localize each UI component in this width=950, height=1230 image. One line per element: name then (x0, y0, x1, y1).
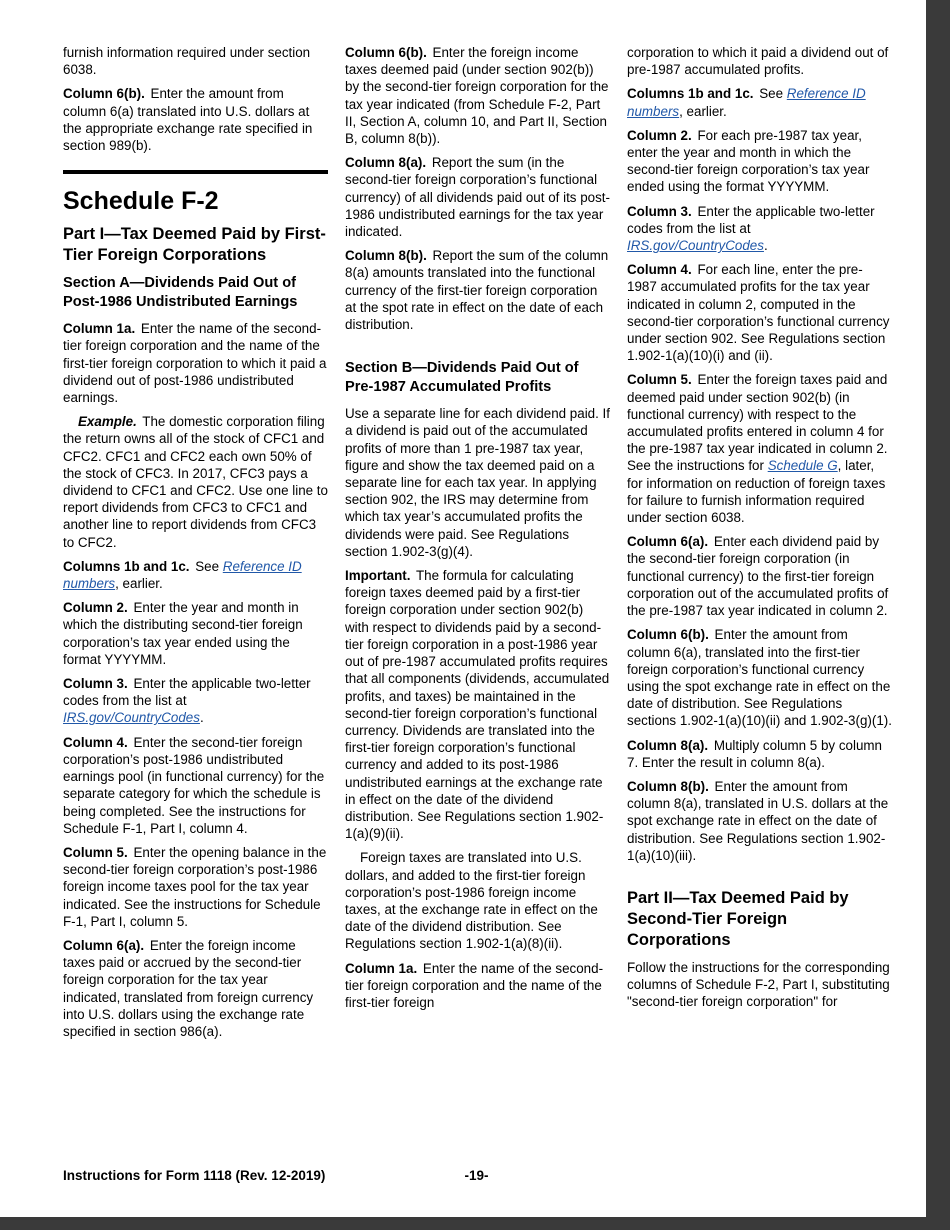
schedule-f2-heading: Schedule F-2 (63, 187, 219, 216)
page-footer (63, 1168, 890, 1183)
paragraph (627, 626, 892, 729)
text-segment: Enter the year and month in which the distributing second-tier foreign corporation’s tax year ended using the format YYYYMM. (63, 600, 303, 667)
paragraph (627, 737, 892, 771)
text-segment: , earlier. (115, 576, 163, 592)
text-segment: Column 4. (627, 262, 692, 278)
part-2-heading: Part II—Tax Deemed Paid by Second-Tier Foreign Corporations (627, 888, 849, 949)
footer-document-title: Instructions for Form 1118 (Rev. 12-2019) (63, 1168, 331, 1183)
text-segment: Enter the name of the second-tier foreign corporation and the name of the first-tier foreign (345, 960, 604, 1010)
paragraph (63, 558, 328, 592)
text-segment: Use a separate line for each dividend paid. If a dividend is paid out of the accumulated profits of more than 1 pre-1987 tax year, figure and show the tax deemed paid on a separate line for each tax year. In applying section 902, the IRS may determine from which tax year’s accumulated profits the dividends were paid. See Regulations section 1.902-3(g)(4). (345, 406, 611, 559)
text-segment: . (199, 710, 204, 726)
text-segment: furnish information required under section 6038. (63, 45, 311, 78)
text-segment: Enter the second-tier foreign corporation’s post-1986 undistributed earnings pool (in functional currency) for the separate category for which the schedule is being completed. See the instructions for Schedule F-1, Part I, column 4. (63, 734, 325, 836)
paragraph (345, 154, 610, 240)
part-1-heading: Part I—Tax Deemed Paid by First-Tier Foreign Corporations (63, 225, 326, 265)
paragraph (63, 413, 328, 551)
inline-link[interactable]: Reference ID numbers (627, 86, 866, 119)
paragraph (627, 85, 892, 119)
text-segment: Enter the amount from column 8(a), translated in U.S. dollars at the spot exchange rate in effect on the date of distribution. See Regulations section 1.902-1(a)(10)(iii). (627, 778, 889, 863)
text-segment: Example. (78, 414, 137, 430)
paragraph (345, 567, 610, 842)
paragraph (627, 778, 892, 864)
text-segment: , later, for information on reduction of foreign taxes for failure to furnish information required under section 6038. (627, 458, 886, 526)
paragraph (627, 371, 892, 526)
paragraph (345, 960, 610, 1012)
paragraph (63, 675, 328, 727)
column-3 (627, 44, 892, 1047)
paragraph (627, 44, 892, 78)
paragraph (627, 261, 892, 364)
text-segment: Column 6(b). (627, 627, 709, 643)
text-segment: Column 8(b). (627, 778, 709, 794)
text-segment: Enter the foreign income taxes deemed paid (under section 902(b)) by the second-tier foreign corporation for the tax year indicated (from Schedule F-2, Part II, Section A, column 10, and Part II, Section B, column 8(b)). (345, 45, 609, 147)
text-segment: Important. (345, 568, 411, 584)
section-a-heading: Section A—Dividends Paid Out of Post-1986 Undistributed Earnings (63, 275, 298, 311)
inline-link[interactable]: IRS.gov/CountryCodes (627, 238, 764, 254)
paragraph (627, 959, 892, 1011)
text-segment: Columns 1b and 1c. (63, 558, 190, 574)
text-segment: Column 5. (627, 372, 692, 388)
column-2 (345, 44, 610, 1047)
text-segment: corporation to which it paid a dividend out of pre-1987 accumulated profits. (627, 45, 889, 78)
paragraph (345, 405, 610, 560)
text-segment: Multiply column 5 by column 7. Enter the result in column 8(a). (627, 737, 883, 770)
text-segment: Foreign taxes are translated into U.S. dollars, and added to the first-tier foreign corporation’s post-1986 foreign income taxes, at the exchange rate in effect on the date of the dividend distribution. See Regulations section 1.902-1(a)(8)(ii). (345, 850, 598, 952)
text-segment: For each pre-1987 tax year, enter the year and month in which the second-tier foreign corporation’s tax year ended using the format YYYYMM. (627, 127, 870, 195)
paragraph (345, 247, 610, 333)
text-segment: See (191, 558, 223, 574)
text-segment: Column 8(a). (627, 737, 709, 753)
paragraph (345, 44, 610, 147)
section-b-heading: Section B—Dividends Paid Out of Pre-1987 Accumulated Profits (345, 360, 579, 396)
paragraph (345, 849, 610, 952)
text-segment: Column 5. (63, 844, 128, 860)
paragraph (627, 127, 892, 196)
text-segment: Column 8(a). (345, 155, 427, 171)
page-content (63, 44, 892, 1047)
text-segment: Enter the amount from column 6(a) translated into U.S. dollars at the appropriate exchange rate specified in section 989(b). (63, 86, 313, 154)
text-segment: Column 6(a). (627, 534, 709, 550)
text-segment: Column 8(b). (345, 248, 427, 264)
text-segment: Follow the instructions for the corresponding columns of Schedule F-2, Part I, substituting "second-tier foreign corporation" for (627, 959, 890, 1010)
text-segment: . (763, 238, 768, 254)
text-segment: Report the sum (in the second-tier foreign corporation’s functional currency) of all dividends paid out of its post-1986 undistributed earnings for the tax year indicated. (345, 155, 610, 240)
paragraph (63, 320, 328, 406)
text-segment: Enter the foreign income taxes paid or accrued by the second-tier foreign corporation for the tax year indicated, translated from foreign currency into U.S. dollars using the exchange rate specified in section 986(a). (63, 937, 314, 1039)
inline-link[interactable]: Reference ID numbers (63, 558, 302, 592)
paragraph (627, 533, 892, 619)
inline-link[interactable]: Schedule G (767, 458, 838, 474)
text-segment: Enter the foreign taxes paid and deemed paid under section 902(b) (in functional currency) with respect to the accumulated profits entered in column 4 for the pre-1987 tax year indicated in column 2. See the instructions for (627, 372, 888, 474)
text-segment: , earlier. (679, 103, 727, 119)
text-segment: Columns 1b and 1c. (627, 86, 754, 102)
paragraph (63, 44, 328, 78)
text-segment: Column 3. (63, 676, 128, 692)
text-segment: Enter each dividend paid by the second-tier foreign corporation (in functional currency) to the first-tier foreign corporation out of the accumulated profits of the pre-1987 tax year indicated in column 2. (627, 534, 889, 619)
column-1 (63, 44, 328, 1047)
paragraph (63, 734, 328, 837)
text-segment: For each line, enter the pre-1987 accumulated profits for the tax year indicated in column 2, computed in the second-tier corporation’s functional currency under section 902. See Regulations section 1.902-1(a)(10)(i) and (ii). (627, 262, 890, 364)
text-segment: Enter the applicable two-letter codes from the list at (627, 203, 875, 236)
text-segment: Column 6(b). (63, 86, 145, 102)
text-segment: Enter the amount from column 6(a), translated into the first-tier foreign corporation’s functional currency using the spot exchange rate in effect on the date of distribution. See Regulations sections 1.902-1(a)(10)(ii) and 1.902-3(g)(1). (627, 627, 892, 729)
text-segment: Enter the applicable two-letter codes from the list at (63, 676, 311, 709)
text-segment: The domestic corporation filing the return owns all of the stock of CFC1 and CFC2. CFC1 and CFC2 each own 50% of the stock of CFC3. In 2017, CFC3 pays a dividend to CFC1 and CFC2. Use one line to report dividends from CFC3 to CFC1 and another line to report dividends from CFC3 to CFC2. (63, 414, 328, 550)
text-segment: See (755, 86, 787, 102)
text-segment: Enter the opening balance in the second-tier foreign corporation’s post-1986 foreign income taxes pool for the tax year indicated. See the instructions for Schedule F-1, Part I, column 5. (63, 844, 327, 929)
text-segment: Column 1a. (63, 321, 136, 337)
text-segment: Column 1a. (345, 960, 418, 976)
paragraph (627, 203, 892, 255)
paragraph (63, 599, 328, 668)
text-segment: Column 2. (63, 600, 128, 616)
paragraph (63, 844, 328, 930)
text-segment: The formula for calculating foreign taxes deemed paid by a first-tier foreign corporation under section 902(b) with respect to dividends paid by a second-tier foreign corporation in a post-1986 year out of pre-1987 accumulated profits requires that all components (dividends, accumulated profits, and taxes) be maintained in the second-tier foreign corporation’s functional currency. Dividends are translated into the first-tier foreign corporation’s functional currency and added to its post-1986 undistributed earnings at the exchange rate in effect on the date of the dividend distribution. See Regulations section 1.902-1(a)(9)(ii). (345, 568, 610, 842)
text-segment: Column 2. (627, 127, 692, 143)
text-segment: Report the sum of the column 8(a) amounts translated into the functional currency of the first-tier foreign corporation at the spot rate in effect on the date of each distribution. (345, 248, 609, 333)
paragraph (63, 85, 328, 154)
footer-page-number: -19- (464, 1168, 489, 1183)
text-segment: Column 6(b). (345, 45, 427, 60)
schedule-divider-rule (63, 170, 328, 174)
text-segment: Column 3. (627, 203, 692, 219)
inline-link[interactable]: IRS.gov/CountryCodes (63, 710, 200, 726)
text-segment: Column 6(a). (63, 937, 145, 953)
text-segment: Enter the name of the second-tier foreign corporation and the name of the first-tier foreign corporation to which it paid a dividend out of post-1986 undistributed earnings. (63, 321, 327, 406)
paragraph (63, 937, 328, 1040)
text-segment: Column 4. (63, 734, 128, 750)
